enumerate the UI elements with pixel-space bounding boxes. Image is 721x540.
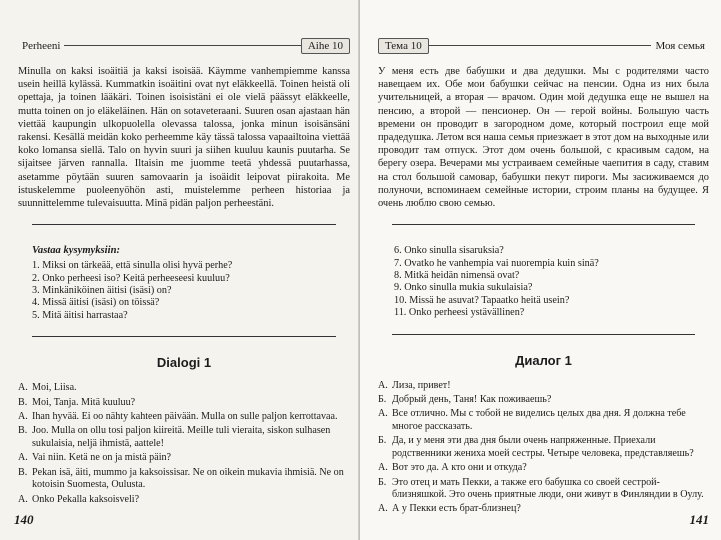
left-divider-1 (32, 224, 336, 225)
dialog-line (18, 382, 350, 394)
right-page-header (378, 33, 709, 59)
dialog-text: Vai niin. Ketä ne on ja mistä päin? (32, 452, 172, 464)
question-item: 10. Missä he asuvat? Tapaatko heitä usein? (394, 294, 570, 306)
right-divider-2 (392, 334, 695, 335)
dialog-speaker: А. (378, 503, 388, 515)
question-item: 4. Missä äitisi (isäsi) on töissä? (32, 297, 160, 309)
right-page (360, 0, 721, 540)
question-item: 1. Miksi on tärkeää, että sinulla olisi hyvä perhe? (32, 260, 233, 272)
dialog-text: Это отец и мать Пекки, а также его бабушка со своей сестрой-близняшкой. Это очень приятные люди, они живут в Финляндии в Оулу. (392, 476, 704, 500)
right-header-tag: Тема 10 (378, 38, 429, 54)
dialog-speaker: А. (378, 462, 388, 474)
right-page-number: 141 (689, 512, 709, 527)
dialog-text: А у Пекки есть брат-близнец? (392, 503, 521, 515)
question-item: 11. Onko perheesi ystävällinen? (394, 307, 525, 319)
dialog-line (378, 408, 709, 433)
question-item: 6. Onko sinulla sisaruksia? (394, 245, 504, 257)
dialog-text: Вот это да. А кто они и откуда? (392, 462, 527, 474)
question-item: 8. Mitkä heidän nimensä ovat? (394, 270, 520, 282)
dialog-line (18, 425, 350, 450)
right-questions-list (394, 245, 709, 319)
left-header-title: Perheeni (18, 40, 64, 52)
left-questions-list (32, 260, 350, 322)
left-divider-2 (32, 336, 336, 337)
dialog-speaker: Б. (378, 394, 387, 406)
left-page-number: 140 (14, 512, 34, 527)
left-dialog (18, 382, 350, 506)
dialog-speaker: A. (18, 493, 28, 505)
dialog-line (378, 435, 709, 460)
question-item: 2. Onko perheesi iso? Keitä perheeseesi kuuluu? (32, 272, 230, 284)
question-item: 9. Onko sinulla mukia sukulaisia? (394, 282, 533, 294)
dialog-line (18, 397, 350, 409)
dialog-speaker: А. (378, 408, 388, 420)
dialog-line (18, 411, 350, 423)
dialog-text: Добрый день, Таня! Как поживаешь? (392, 394, 552, 406)
right-main-paragraph: У меня есть две бабушки и два дедушки. Мы с родителями часто навещаем их. Обе мои бабушки сейчас на пенсии. Одна из них была учительницей, а вторая — врачом. Один мой дедушка еще не вышел на пенсию, а второй — пенсионер. Он — герой войны. Большую часть времени он проводит в загородном доме, который построил еще мой прадедушка. Летом вся наша семья приезжает в этот дом на выходные или проводит там отпуск. Этот дом очень большой, с красивым садом, на берегу озера. Вечерами мы устраиваем семейные чаепития в саду, ставим на стол большой самовар, бабушки пекут пироги. Мы засиживаемся до полуночи, вспоминаем семейные истории, строим планы на будущее. Я очень люблю свою семью. (378, 66, 709, 210)
dialog-speaker: A. (18, 382, 28, 394)
dialog-line (378, 380, 709, 392)
question-item: 7. Ovatko he vanhempia vai nuorempia kuin sinä? (394, 257, 599, 269)
dialog-text: Лиза, привет! (392, 379, 451, 391)
dialog-text: Да, и у меня эти два дня были очень напряженные. Приехали родственники жениха моей сестры. Четыре человека, представляешь? (392, 435, 694, 459)
dialog-line (378, 477, 709, 502)
dialog-line (378, 503, 709, 515)
dialog-speaker: Б. (378, 476, 387, 488)
left-page (0, 0, 360, 540)
dialog-line (378, 462, 709, 474)
dialog-text: Moi, Tanja. Mitä kuuluu? (32, 396, 136, 408)
dialog-speaker: A. (18, 452, 28, 464)
dialog-text: Moi, Liisa. (32, 382, 77, 394)
right-header-title: Моя семья (651, 40, 709, 52)
dialog-line (18, 467, 350, 492)
dialog-text: Onko Pekalla kaksoisveli? (32, 493, 140, 505)
question-item: 5. Mitä äitisi harrastaa? (32, 309, 128, 321)
dialog-speaker: А. (378, 379, 388, 391)
dialog-line (18, 452, 350, 464)
dialog-line (18, 494, 350, 506)
dialog-line (378, 394, 709, 406)
right-dialog (378, 380, 709, 516)
dialog-speaker: B. (18, 425, 28, 437)
dialog-speaker: A. (18, 411, 28, 423)
dialog-speaker: Б. (378, 435, 387, 447)
questions-title: Vastaa kysymyksiin: (32, 245, 120, 257)
question-item: 3. Minkäniköinen äitisi (isäsi) on? (32, 285, 172, 297)
dialog-text: Joo. Mulla on ollu tosi paljon kiireitä. Meille tuli vieraita, siskon sulhasen sukulaisia, neljä ihmistä, aattele! (32, 425, 331, 449)
left-dialog-title: Dialogi 1 (156, 355, 212, 371)
left-main-paragraph: Minulla on kaksi isoäitiä ja kaksi isoisää. Käymme vanhempiemme kanssa usein heillä kylässä. Kummatkin isoäitini ovat nyt eläkkeellä. Toinen heistä oli opettaja, ja toinen lääkäri. Toinen isoisistäni ei ole vielä päässyt eläkkeelle, mutta toinen on jo eläkeläinen. Hän on sotaveteraani. Suuren osan ajastaan hän viettää kaupungin ulkopuolella olevassa talossa, jonka minun isoisänsäni rakensi. Kesällä meidän koko perheemme käy tässä talossa vapaailtoina viettää koko lomansa siellä. Talo on hyvin suuri ja siihen kuuluu kaunis puutarha. Se sijaitsee järven rannalla. Iltaisin me juomme teetä yhdessä puutarhassa, asetamme pöytään suuren samovaarin ja isoäidit leipovat piirakoita. Me istuskelemme puoleenyöhön asti, muistelemme perheen historiaa ja suunnittelemme tulevaisuutta. Minä pidän paljon perheestäni. (18, 66, 350, 210)
right-divider-1 (392, 224, 695, 225)
left-page-header (18, 33, 350, 59)
dialog-text: Все отлично. Мы с тобой не виделись целых два дня. Я должна тебе многое рассказать. (392, 408, 686, 432)
dialog-text: Ihan hyvää. Ei oo nähty kahteen päivään. Mulla on sulle paljon kerrottavaa. (32, 411, 338, 423)
dialog-speaker: B. (18, 466, 28, 478)
left-header-tag: Aihe 10 (301, 38, 350, 54)
dialog-text: Pekan isä, äiti, mummo ja kaksoissisar. Ne on oikein mukavia ihmisiä. Ne on kotoisin Suomesta, Oulusta. (32, 466, 344, 491)
right-dialog-title: Диалог 1 (515, 352, 572, 368)
dialog-speaker: B. (18, 396, 28, 408)
